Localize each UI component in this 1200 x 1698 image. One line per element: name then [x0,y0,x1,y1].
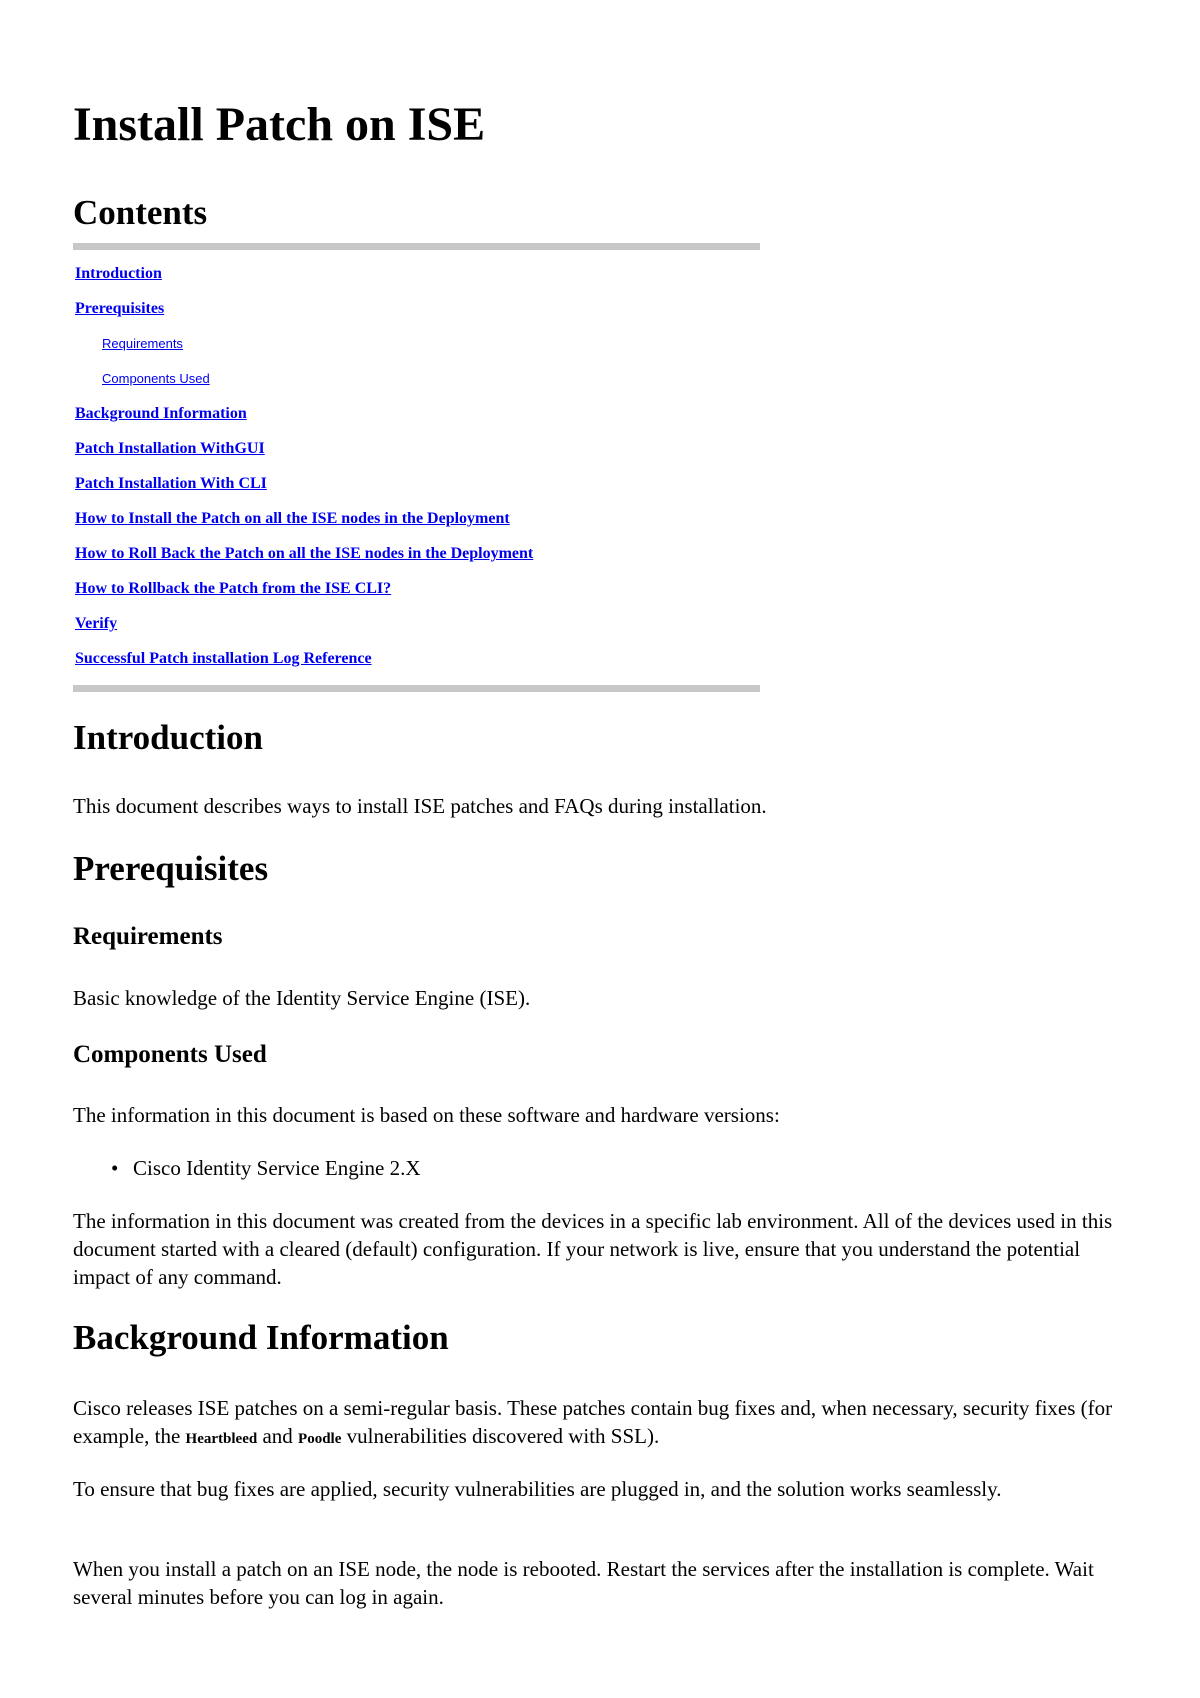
toc-link-rollback-cli[interactable]: How to Rollback the Patch from the ISE CLI? [75,580,392,597]
toc-link-log-reference[interactable]: Successful Patch installation Log Reference [75,650,372,667]
toc-item [75,332,533,367]
background-information-heading: Background Information [73,1318,449,1357]
page-title: Install Patch on ISE [73,98,486,151]
toc-item [75,367,533,402]
components-used-heading: Components Used [73,1041,267,1068]
toc-item [75,402,533,437]
list-item [111,1154,421,1182]
toc-item [75,647,533,682]
contents-heading: Contents [73,193,208,232]
list-item-text: Cisco Identity Service Engine 2.X [133,1156,421,1180]
lab-environment-text: The information in this document was created from the devices in a specific lab environment. All of the devices used in this document started with a cleared (default) configuration. If your network is live, ensure that you understand the potential impact of any command. [73,1209,1113,1289]
toc-link-introduction[interactable]: Introduction [75,265,162,282]
toc-link-patch-installation-cli[interactable]: Patch Installation With CLI [75,475,267,492]
toc-link-verify[interactable]: Verify [75,615,118,632]
contents-top-divider [73,243,760,250]
toc-item [75,472,533,507]
introduction-text: This document describes ways to install ISE patches and FAQs during installation. [73,794,767,818]
toc-item [75,262,533,297]
toc-item [75,542,533,577]
contents-bottom-divider [73,685,760,692]
toc-link-components-used[interactable]: Components Used [102,371,210,386]
requirements-text: Basic knowledge of the Identity Service Engine (ISE). [73,986,531,1010]
prerequisites-heading: Prerequisites [73,849,269,888]
background-paragraph-3: When you install a patch on an ISE node, the node is rebooted. Restart the services after the installation is complete. Wait several minutes before you can log in again. [73,1557,1094,1609]
toc-link-roll-back-all-nodes[interactable]: How to Roll Back the Patch on all the ISE nodes in the Deployment [75,545,534,562]
background-paragraph-2: To ensure that bug fixes are applied, security vulnerabilities are plugged in, and the solution works seamlessly. [73,1477,1002,1501]
poodle-code: Poodle [298,1431,342,1447]
toc-item [75,437,533,472]
toc-item [75,507,533,542]
bullet-marker: • [111,1156,119,1180]
requirements-heading: Requirements [73,923,223,950]
toc-link-prerequisites[interactable]: Prerequisites [75,300,165,317]
toc-link-install-all-nodes[interactable]: How to Install the Patch on all the ISE nodes in the Deployment [75,510,510,527]
toc-item [75,577,533,612]
background-paragraph-1: Cisco releases ISE patches on a semi-regular basis. These patches contain bug fixes and, when necessary, security fixes (for example, the Heartbleed and Poodle vulnerabilities discovered with SSL). [73,1396,1113,1448]
heartbleed-code: Heartbleed [185,1431,258,1447]
toc-link-background-information[interactable]: Background Information [75,405,247,422]
toc-item [75,612,533,647]
introduction-heading: Introduction [73,718,263,757]
table-of-contents [75,262,533,682]
toc-link-patch-installation-gui[interactable]: Patch Installation WithGUI [75,440,265,457]
toc-link-requirements[interactable]: Requirements [102,336,183,351]
components-used-text: The information in this document is based on these software and hardware versions: [73,1103,780,1127]
toc-item [75,297,533,332]
